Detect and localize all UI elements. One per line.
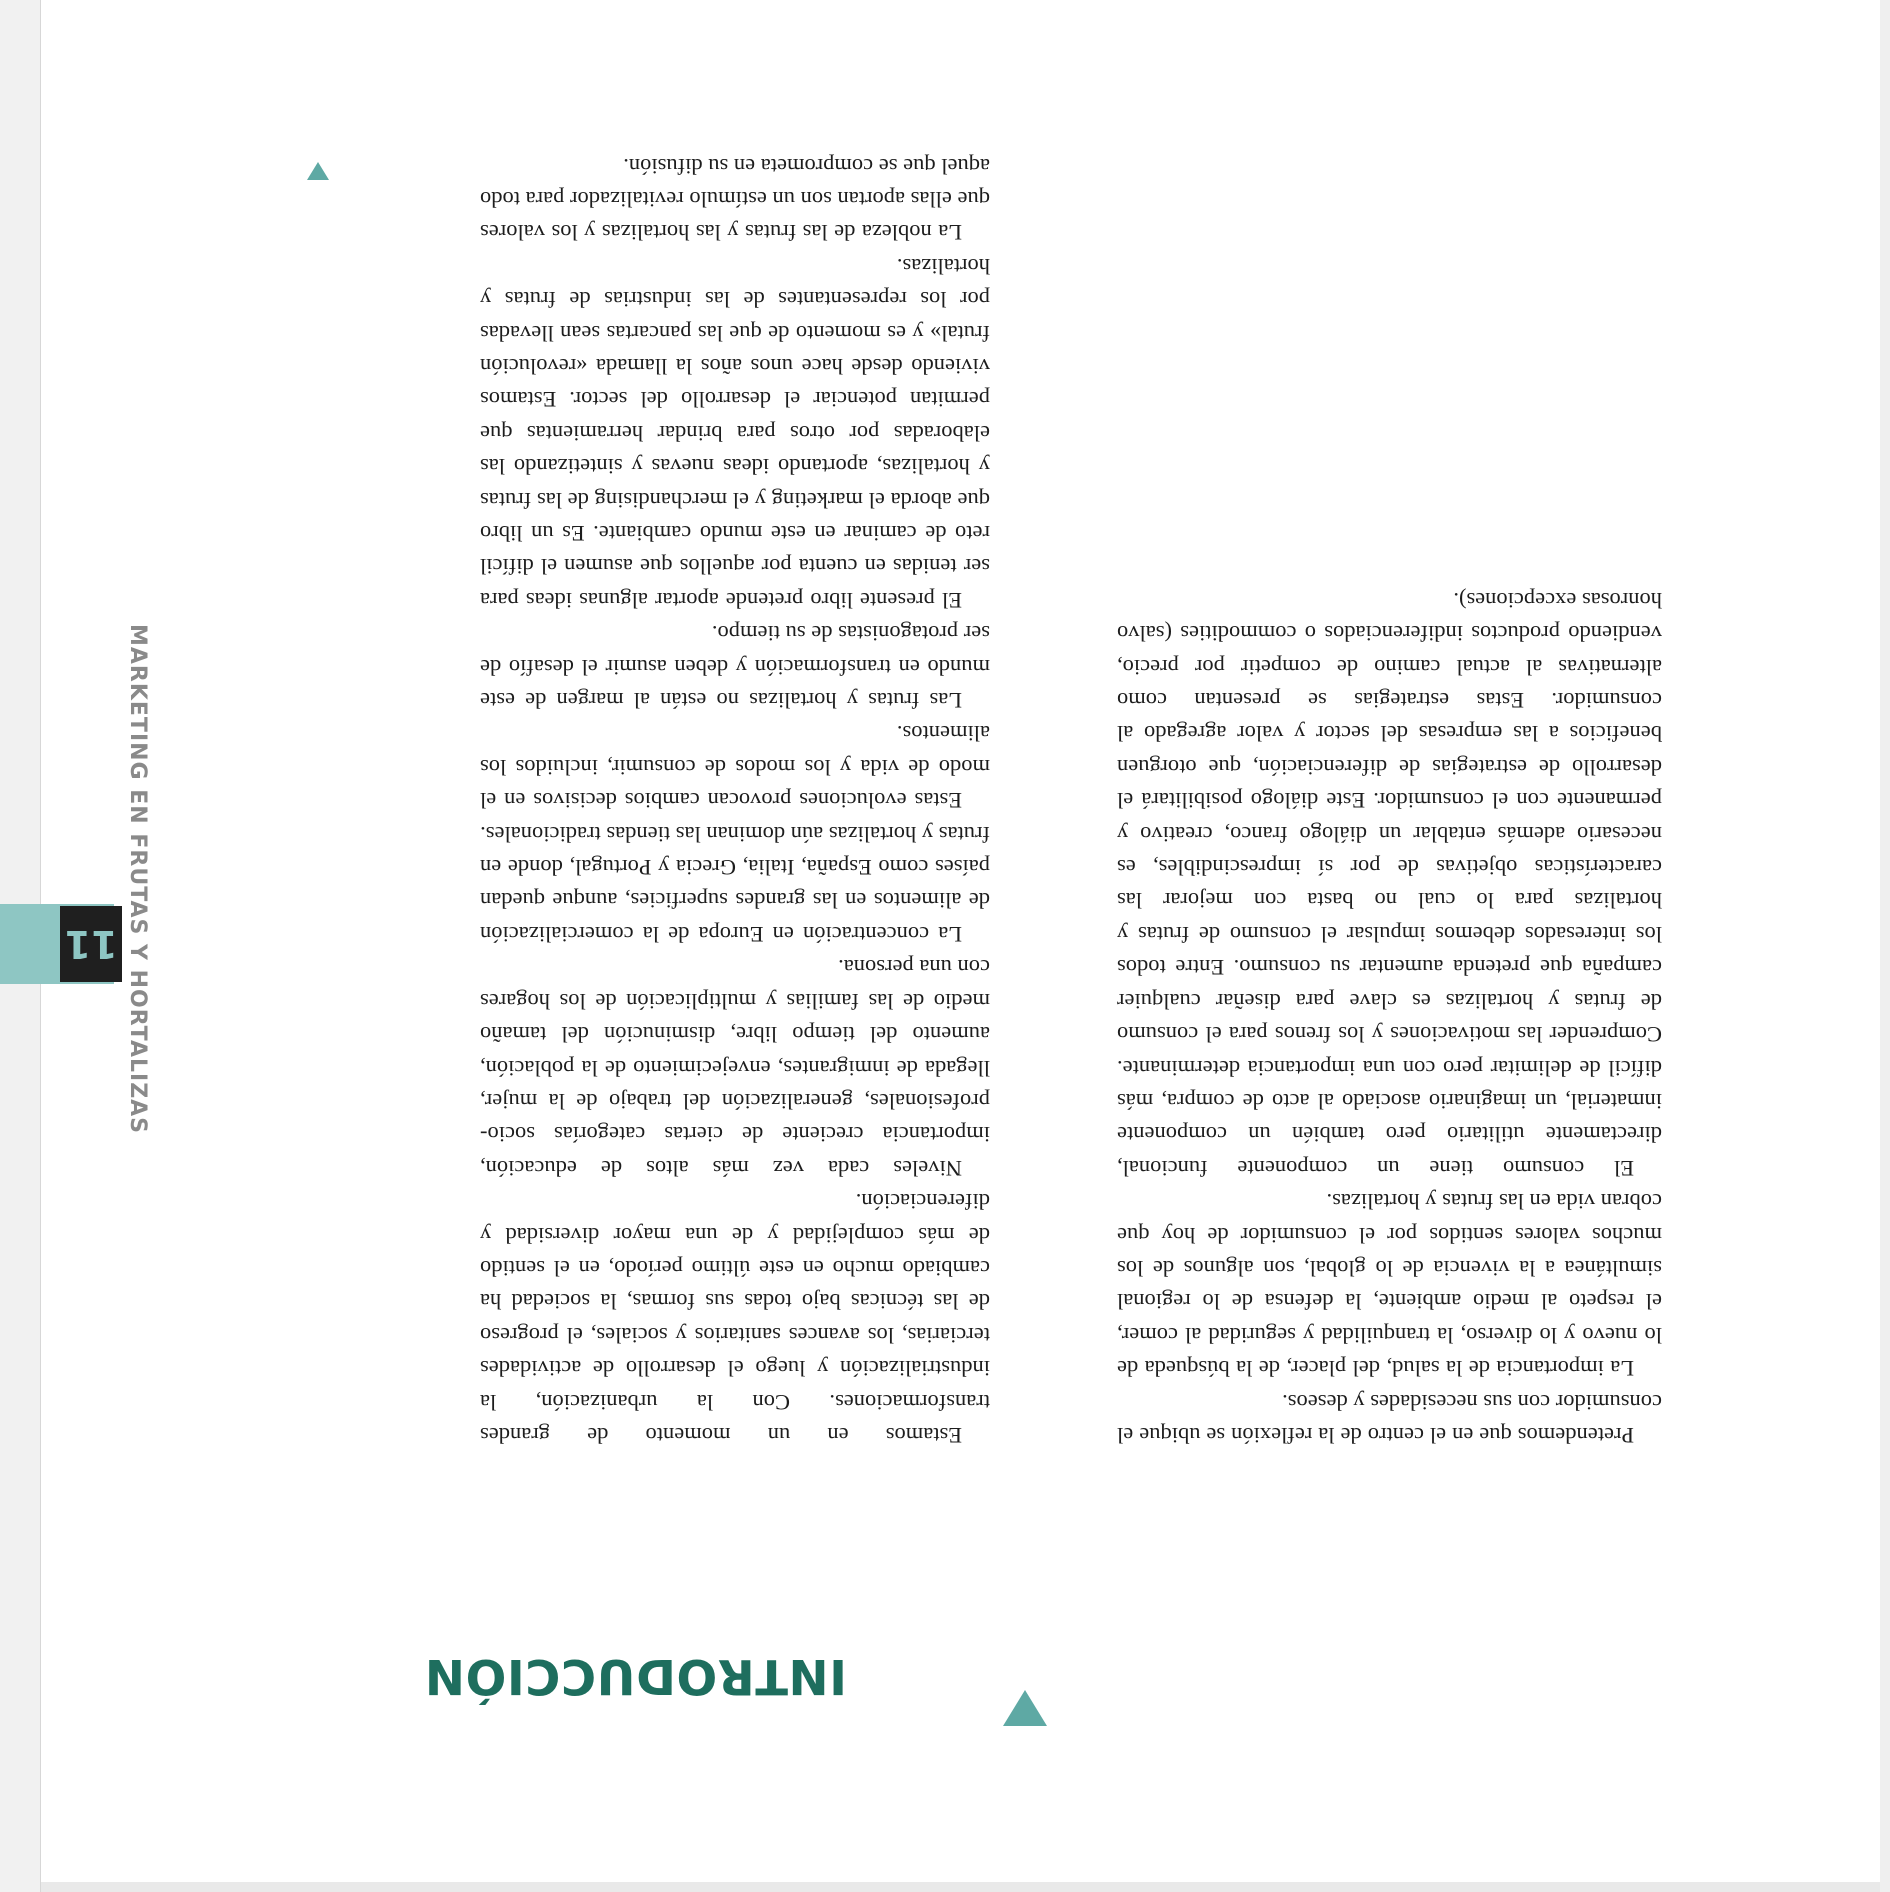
paragraph: El presente libro pretende aportar algunas ideas para ser tenidas en cuenta por aquellos que asumen el difícil reto de caminar en este mundo cambiante. Es un libro que aborda el marketing y el merchandising de las frutas y hortalizas, aportando ideas nuevas y sintetizando las elaboradas por otros para brindar herramientas que permitan potenciar el desarrollo del sector. Estamos viviendo desde hace unos años la llamada «revolución frutal» y es momento de que las pancartas sean llevadas por los representantes de las industrias de frutas y hortalizas.: [480, 253, 990, 613]
paragraph: Niveles cada vez más altos de educación, importancia creciente de ciertas categorías socio-profesionales, generalización del trabajo de la mujer, llegada de inmigrantes, envejecimiento de la población, aumento del tiempo libre, disminución del tamaño medio de las familias y multiplicación de los hogares con una persona.: [480, 955, 990, 1181]
page-number: 11: [60, 906, 122, 982]
end-triangle-icon: [307, 162, 329, 180]
text-column-right: [480, 149, 990, 1452]
paragraph: Pretendemos que en el centro de la reflexión se ubique el consumidor con sus necesidades y deseos.: [1117, 1389, 1662, 1448]
paragraph: La concentración en Europa de la comercialización de alimentos en las grandes superficies, aunque quedan países como España, Italia, Grecia y Portugal, donde en frutas y hortalizas aún dominan las tiendas tradicionales.: [480, 821, 990, 947]
scan-edge-top: [0, 1882, 1890, 1892]
scan-edge-left: [1880, 0, 1890, 1892]
paragraph: Las frutas y hortalizas no están al margen de este mundo en transformación y deben asumir el desafío de ser protagonistas de su tiempo.: [480, 621, 990, 714]
paragraph: El consumo tiene un componente funcional, directamente utilitario pero también un componente inmaterial, un imaginario asociado al acto de compra, más difícil de delimitar pero con una importancia determinante. Comprender las motivaciones y los frenos para el consumo de frutas y hortalizas es clave para diseñar cualquier campaña que pretenda aumentar su consumo. Entre todos los interesados debemos impulsar el consumo de frutas y hortalizas para lo cual no basta con mejorar las características objetivas de por sí imprescindibles, es necesario además entablar un diálogo franco, creativo y permanente con el consumidor. Este diálogo posibilitará el desarrollo de estrategias de diferenciación, que otorguen beneficios a las empresas del sector y valor agregado al consumidor. Estas estrategias se presentan como alternativas al actual camino de competir por precio, vendiendo productos indiferenciados o commodities (salvo honrosas excepciones).: [1117, 587, 1662, 1181]
paragraph: Estamos en un momento de grandes transformaciones. Con la urbanización, la industrialización y luego el desarrollo de actividades terciarias, los avances sanitarios y sociales, el progreso de las técnicas bajo todas sus formas, la sociedad ha cambiado mucho en este último período, en el sentido de más complejidad y de una mayor diversidad y diferenciación.: [480, 1189, 990, 1448]
running-head: MARKETING EN FRUTAS Y HORTALIZAS: [125, 624, 150, 1135]
paragraph: La nobleza de las frutas y las hortalizas y los valores que ellas aportan son un estímulo revitalizador para todo aquel que se comprometa en su difusión.: [480, 153, 990, 246]
title-triangle-icon: [1003, 1690, 1047, 1726]
paragraph: Estas evoluciones provocan cambios decisivos en el modo de vida y los modos de consumir, incluidos los alimentos.: [480, 721, 990, 814]
paragraph: La importancia de la salud, del placer, de la búsqueda de lo nuevo y lo diverso, la tranquilidad y seguridad al comer, el respeto al medio ambiente, la defensa de lo regional simultánea a la vivencia de lo global, son algunos de los muchos valores sentidos por el consumidor de hoy que cobran vida en las frutas y hortalizas.: [1117, 1189, 1662, 1382]
chapter-title: INTRODUCCIÓN: [424, 1648, 847, 1704]
text-column-left: [1117, 583, 1662, 1452]
